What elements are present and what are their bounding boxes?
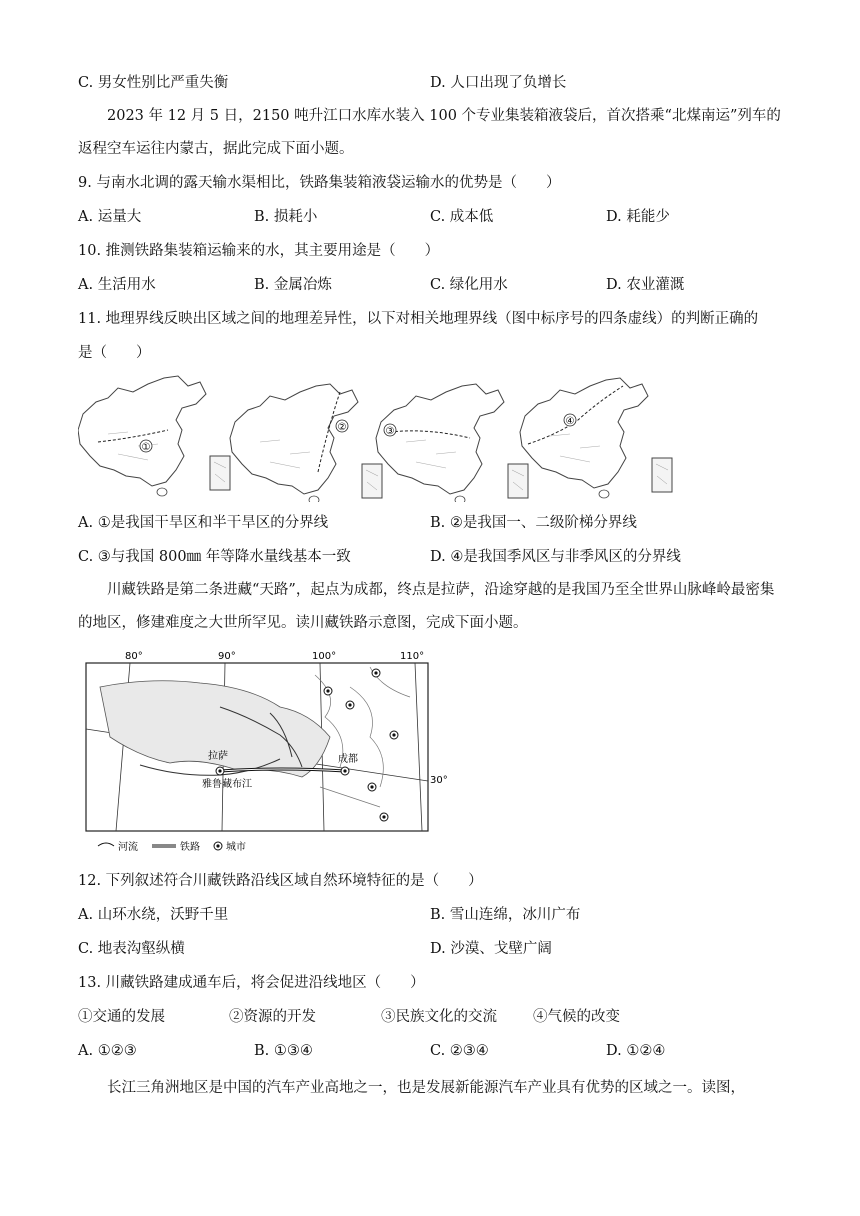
map-label-1: ① [141, 442, 151, 453]
legend-rail: 铁路 [180, 842, 200, 853]
q9-option-a: A. 运量大 [78, 209, 142, 225]
q10-stem: 10. 推测铁路集装箱运输来的水，其主要用途是（ ） [78, 243, 440, 259]
intro-paragraph-water: 2023 年 12 月 5 日，2150 吨升江口水库水装入 100 个专业集装箱液袋后，首次搭乘“北煤南运”列车的返程空车运往内蒙古，据此完成下面小题。 [78, 108, 781, 157]
q12-option-a: A. 山环水绕，沃野千里 [78, 907, 229, 923]
chengdu-label: 成都 [338, 754, 358, 765]
q12-option-d: D. 沙漠、戈壁广阔 [430, 941, 552, 957]
q13-option-a: A. ①②③ [78, 1043, 137, 1059]
q13-item-4: ④气候的改变 [533, 1009, 620, 1025]
lon-90-label: 90° [218, 651, 236, 662]
lat-30-label: 30° [430, 775, 448, 786]
map-2 [230, 384, 382, 502]
intro-paragraph-yangtze: 长江三角洲地区是中国的汽车产业高地之一，也是发展新能源汽车产业具有优势的区域之一。读图， [107, 1080, 745, 1096]
china-boundary-maps [78, 372, 698, 502]
q13-option-b: B. ①③④ [254, 1043, 313, 1059]
q13-item-1: ①交通的发展 [78, 1009, 165, 1025]
map-label-3: ③ [385, 426, 395, 437]
q12-option-b: B. 雪山连绵，冰川广布 [430, 907, 581, 923]
q11-option-a: A. ①是我国干旱区和半干旱区的分界线 [78, 515, 329, 531]
q8-option-d: D. 人口出现了负增长 [430, 75, 567, 91]
q11-stem-line1: 11. 地理界线反映出区域之间的地理差异性，以下对相关地理界线（图中标序号的四条虚线）的判断正确的 [78, 311, 759, 327]
q9-option-c: C. 成本低 [430, 209, 494, 225]
lhasa-label: 拉萨 [208, 751, 228, 762]
sichuan-tibet-railway-map [80, 647, 450, 857]
q13-option-c: C. ②③④ [430, 1043, 489, 1059]
map-3 [376, 384, 528, 502]
q10-option-a: A. 生活用水 [78, 277, 156, 293]
yarlung-river-label: 雅鲁藏布江 [202, 779, 252, 790]
q12-stem: 12. 下列叙述符合川藏铁路沿线区域自然环境特征的是（ ） [78, 873, 483, 889]
q10-option-d: D. 农业灌溉 [606, 277, 685, 293]
q11-stem-line2: 是（ ） [78, 345, 151, 361]
q9-stem: 9. 与南水北调的露天输水渠相比，铁路集装箱液袋运输水的优势是（ ） [78, 175, 561, 191]
q11-option-b: B. ②是我国一、二级阶梯分界线 [430, 515, 637, 531]
q11-option-d: D. ④是我国季风区与非季风区的分界线 [430, 549, 681, 565]
legend-city: 城市 [226, 842, 246, 853]
q13-item-3: ③民族文化的交流 [381, 1009, 497, 1025]
map-1 [78, 376, 230, 496]
map-label-4: ④ [565, 416, 575, 427]
intro-paragraph-railway: 川藏铁路是第二条进藏“天路”，起点为成都，终点是拉萨，沿途穿越的是我国乃至全世界山脉峰岭最密集的地区，修建难度之大世所罕见。读川藏铁路示意图，完成下面小题。 [78, 582, 775, 631]
legend-river: 河流 [118, 842, 138, 853]
q9-option-d: D. 耗能少 [606, 209, 670, 225]
q10-option-b: B. 金属冶炼 [254, 277, 332, 293]
q12-option-c: C. 地表沟壑纵横 [78, 941, 185, 957]
lon-110-label: 110° [400, 651, 425, 662]
map-4 [520, 378, 672, 498]
q13-stem: 13. 川藏铁路建成通车后，将会促进沿线地区（ ） [78, 975, 425, 991]
q11-option-c: C. ③与我国 800㎜ 年等降水量线基本一致 [78, 549, 351, 565]
q13-item-2: ②资源的开发 [229, 1009, 316, 1025]
q13-option-d: D. ①②④ [606, 1043, 666, 1059]
lon-100-label: 100° [312, 651, 337, 662]
map-label-2: ② [337, 422, 347, 433]
q9-option-b: B. 损耗小 [254, 209, 318, 225]
q8-option-c: C. 男女性别比严重失衡 [78, 75, 229, 91]
q10-option-c: C. 绿化用水 [430, 277, 508, 293]
lon-80-label: 80° [125, 651, 143, 662]
